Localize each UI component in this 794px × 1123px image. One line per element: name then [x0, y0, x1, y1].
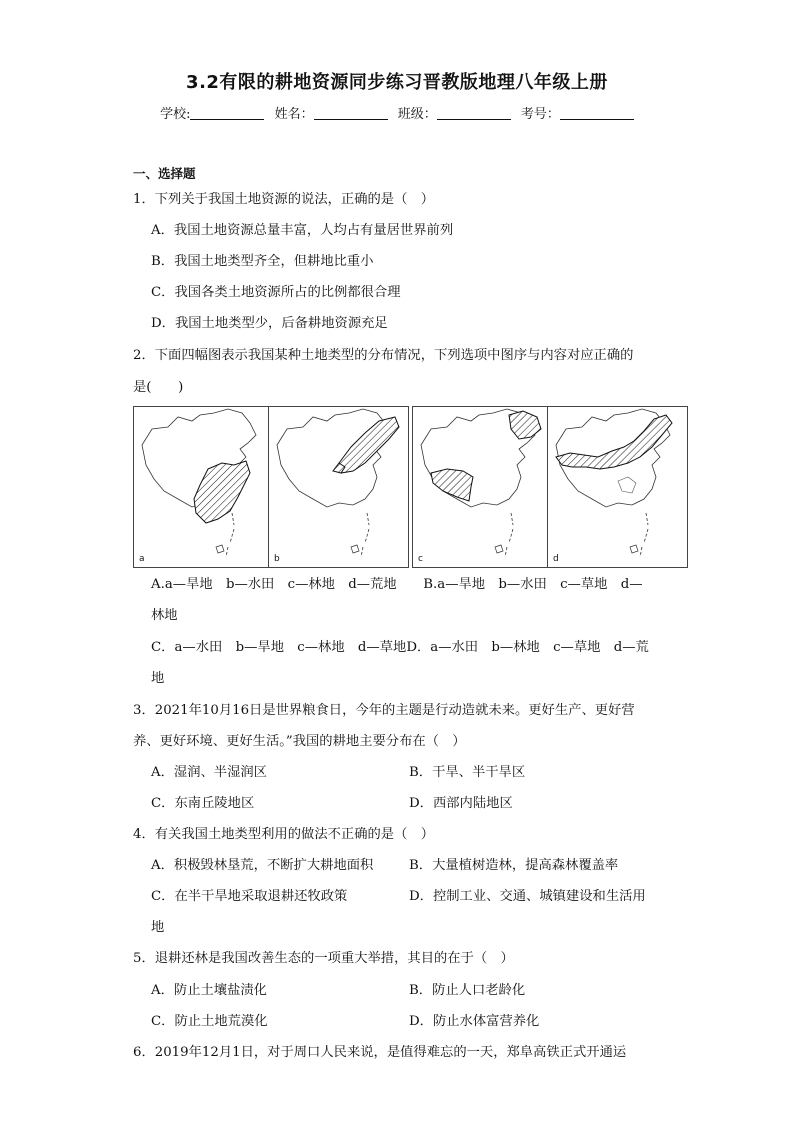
q3-option-d[interactable]: D．西部内陆地区 [409, 796, 513, 811]
number-field[interactable]: 考号： [521, 103, 634, 122]
q4-option-a[interactable]: A．积极毁林垦荒，不断扩大耕地面积 [151, 858, 374, 873]
q2-options-line2: 林地 [151, 608, 178, 623]
map-c-label: c [418, 554, 423, 564]
map-d [548, 407, 687, 567]
q5-option-d[interactable]: D．防止水体富营养化 [409, 1014, 540, 1029]
map-b [269, 407, 408, 567]
school-field[interactable]: 学校: [160, 103, 264, 122]
map-a-label: a [139, 554, 145, 564]
q5-option-c[interactable]: C．防止土地荒漠化 [151, 1014, 268, 1029]
map-b-label: b [274, 554, 280, 564]
question-2-stem: 2．下面四幅图表示我国某种土地类型的分布情况，下列选项中图序与内容对应正确的 [133, 348, 634, 363]
q4-option-d-cont: 地 [151, 920, 165, 935]
q4-option-b[interactable]: B．大量植树造林，提高森林覆盖率 [409, 858, 619, 873]
map-d-label: d [553, 554, 559, 564]
question-3-stem-cont: 养、更好环境、更好生活。”我国的耕地主要分布在（ ） [133, 734, 466, 749]
map-c [413, 407, 547, 567]
section-heading: 一、选择题 [133, 166, 196, 181]
q1-option-c[interactable]: C．我国各类土地资源所占的比例都很合理 [151, 285, 401, 300]
class-field[interactable]: 班级： [398, 103, 511, 122]
question-2-stem-cont: 是( ) [133, 380, 184, 395]
student-info-line [0, 103, 794, 122]
q1-option-d[interactable]: D．我国土地类型少，后备耕地资源充足 [151, 316, 388, 331]
q5-option-b[interactable]: B．防止人口老龄化 [409, 983, 526, 998]
question-3-stem: 3．2021年10月16日是世界粮食日，今年的主题是行动造就未来。更好生产、更好营 [133, 703, 635, 718]
q3-option-c[interactable]: C．东南丘陵地区 [151, 796, 255, 811]
q4-option-c[interactable]: C．在半干旱地采取退耕还牧政策 [151, 889, 348, 904]
q2-options-line4: 地 [151, 671, 165, 686]
question-1-stem: 1．下列关于我国土地资源的说法，正确的是（ ） [133, 192, 434, 207]
doc-title: 3.2有限的耕地资源同步练习晋教版地理八年级上册 [186, 72, 608, 93]
q3-option-a[interactable]: A．湿润、半湿润区 [151, 765, 267, 780]
map-a [134, 407, 268, 567]
q4-option-d[interactable]: D．控制工业、交通、城镇建设和生活用 [409, 889, 646, 904]
map-figure-left [133, 406, 409, 568]
question-5-stem: 5．退耕还林是我国改善生态的一项重大举措，其目的在于（ ） [133, 951, 514, 966]
question-4-stem: 4．有关我国土地类型利用的做法不正确的是（ ） [133, 827, 434, 842]
q2-options-line3[interactable]: C．a—水田 b—旱地 c—林地 d—草地D．a—水田 b—林地 c—草地 d—荒 [151, 640, 649, 655]
question-6-stem: 6．2019年12月1日，对于周口人民来说，是值得难忘的一天，郑阜高铁正式开通运 [133, 1045, 627, 1060]
q2-options-line1[interactable]: A.a—旱地 b—水田 c—林地 d—荒地 B.a—旱地 b—水田 c—草地 d— [151, 577, 643, 592]
q1-option-b[interactable]: B．我国土地类型齐全，但耕地比重小 [151, 254, 374, 269]
map-figure-right [412, 406, 688, 568]
q5-option-a[interactable]: A．防止土壤盐渍化 [151, 983, 267, 998]
q1-option-a[interactable]: A．我国土地资源总量丰富，人均占有量居世界前列 [151, 223, 454, 238]
name-field[interactable]: 姓名： [275, 103, 388, 122]
q3-option-b[interactable]: B．干旱、半干旱区 [409, 765, 526, 780]
